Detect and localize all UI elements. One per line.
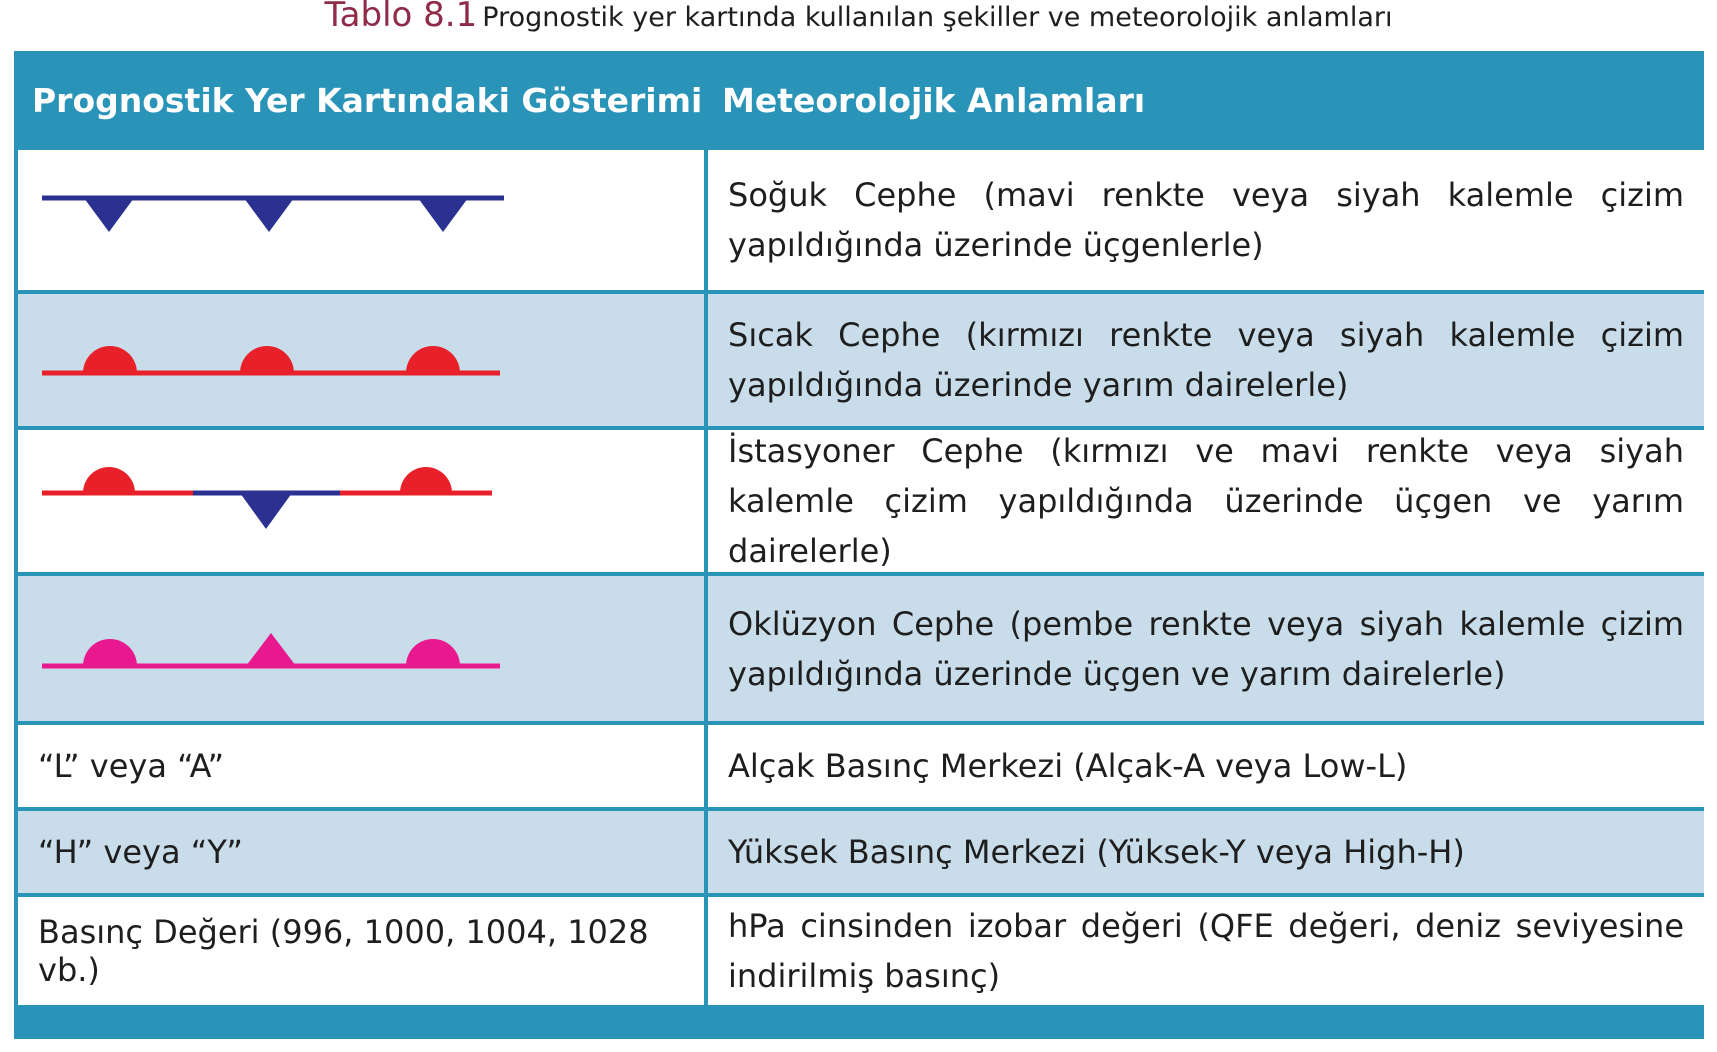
- meaning-text: Sıcak Cephe (kırmızı renkte veya siyah kalemle çizim yapıldığında üzerinde yarım dairelerle): [728, 316, 1684, 404]
- meaning-text: Soğuk Cephe (mavi renkte veya siyah kalemle çizim yapıldığında üzerinde üçgenlerle): [728, 176, 1684, 264]
- caption-text: Prognostik yer kartında kullanılan şekiller ve meteorolojik anlamları: [482, 2, 1393, 33]
- table-row-warm-front-meaning: [708, 294, 1704, 426]
- meaning-text: Alçak Basınç Merkezi (Alçak-A veya Low-L): [728, 747, 1408, 785]
- stationary-front-symbol-icon: [38, 451, 518, 551]
- table-row-low-pressure-meaning: [708, 725, 1704, 807]
- table-row-stationary-front-meaning: [708, 430, 1704, 572]
- table-grid: [18, 55, 1700, 1035]
- table-row-warm-front-symbol: [18, 294, 704, 426]
- header-meaning-column: Meteorolojik Anlamları: [708, 55, 1704, 146]
- fronts-table: [14, 51, 1704, 1039]
- table-row-high-pressure-symbol: “H” veya “Y”: [18, 811, 704, 893]
- table-row-cold-front-symbol: [18, 150, 704, 290]
- table-row-occluded-front-symbol: [18, 576, 704, 721]
- meaning-text: İstasyoner Cephe (kırmızı ve mavi renkte veya siyah kalemle çizim yapıldığında üzerinde üçgen ve yarım dairelerle): [728, 432, 1684, 570]
- cold-front-symbol-icon: [38, 175, 518, 265]
- meaning-text: hPa cinsinden izobar değeri (QFE değeri, deniz seviyesine indirilmiş basınç): [728, 907, 1684, 995]
- table-row-cold-front-meaning: [708, 150, 1704, 290]
- table-row-occluded-front-meaning: [708, 576, 1704, 721]
- table-row-pressure-value-meaning: [708, 897, 1704, 1005]
- warm-front-symbol-icon: [38, 315, 518, 405]
- meaning-text: Yüksek Basınç Merkezi (Yüksek-Y veya High-H): [728, 833, 1465, 871]
- meaning-text: Oklüzyon Cephe (pembe renkte veya siyah kalemle çizim yapıldığında üzerinde üçgen ve yarım dairelerle): [728, 604, 1684, 693]
- table-row-high-pressure-meaning: [708, 811, 1704, 893]
- table-row-pressure-value-symbol: Basınç Değeri (996, 1000, 1004, 1028 vb.): [18, 897, 704, 1005]
- occluded-front-symbol-icon: [38, 604, 518, 694]
- table-row-low-pressure-symbol: “L” veya “A”: [18, 725, 704, 807]
- caption-label: Tablo 8.1: [324, 0, 478, 35]
- header-symbol-column: Prognostik Yer Kartındaki Gösterimi: [18, 55, 704, 146]
- table-row-stationary-front-symbol: [18, 430, 704, 572]
- table-caption: [0, 0, 1717, 44]
